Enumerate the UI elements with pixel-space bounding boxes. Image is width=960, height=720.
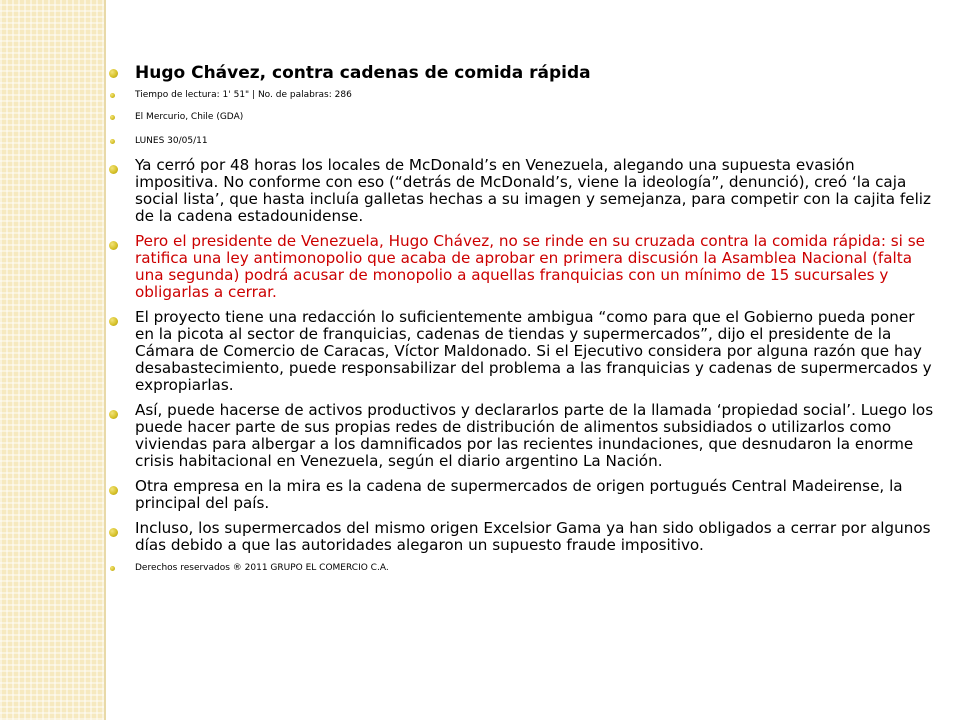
- copyright-footer: Derechos reservados ® 2011 GRUPO EL COMERCIO C.A.: [108, 562, 938, 575]
- article-source: El Mercurio, Chile (GDA): [108, 111, 938, 124]
- paragraph-3: El proyecto tiene una redacción lo suficientemente ambigua “como para que el Gobierno pueda poner en la picota al sector de franquicias, cadenas de tiendas y supermercados”, dijo el presidente de la Cámara de Comercio de Caracas, Víctor Maldonado. Si el Ejecutivo considera por alguna razón que hay desabastecimiento, puede responsabilizar del problema a las franquicias y cadenas de supermercados y expropiarlas.: [108, 309, 938, 394]
- bullet-list: [108, 62, 938, 575]
- paragraph-5: Otra empresa en la mira es la cadena de supermercados de origen portugués Central Madeirense, la principal del país.: [108, 478, 938, 512]
- paragraph-6: Incluso, los supermercados del mismo origen Excelsior Gama ya han sido obligados a cerrar por algunos días debido a que las autoridades alegaron un supuesto fraude impositivo.: [108, 520, 938, 554]
- article-title: Hugo Chávez, contra cadenas de comida rápida: [108, 62, 938, 84]
- slide-content: [108, 62, 938, 584]
- reading-time: Tiempo de lectura: 1' 51" | No. de palabras: 286: [108, 89, 938, 102]
- decorative-divider: [104, 0, 106, 720]
- article-date: LUNES 30/05/11: [108, 135, 938, 148]
- paragraph-1: Ya cerró por 48 horas los locales de McDonald’s en Venezuela, alegando una supuesta evasión impositiva. No conforme con eso (“detrás de McDonald’s, viene la ideología”, denunció), creó ‘la caja social lista’, que hasta incluía galletas hechas a su imagen y semejanza, para competir con la cajita feliz de la cadena estadounidense.: [108, 157, 938, 225]
- paragraph-2-highlighted: Pero el presidente de Venezuela, Hugo Chávez, no se rinde en su cruzada contra la comida rápida: si se ratifica una ley antimonopolio que acaba de aprobar en primera discusión la Asamblea Nacional (falta una segunda) podrá acusar de monopolio a aquellas franquicias con un mínimo de 15 sucursales y obligarlas a cerrar.: [108, 233, 938, 301]
- paragraph-4: Así, puede hacerse de activos productivos y declararlos parte de la llamada ‘propiedad social’. Luego los puede hacer parte de sus propias redes de distribución de alimentos subsidiados o utilizarlos como viviendas para albergar a los damnificados por las recientes inundaciones, que desnudaron la enorme crisis habitacional en Venezuela, según el diario argentino La Nación.: [108, 402, 938, 470]
- decorative-left-band: [0, 0, 104, 720]
